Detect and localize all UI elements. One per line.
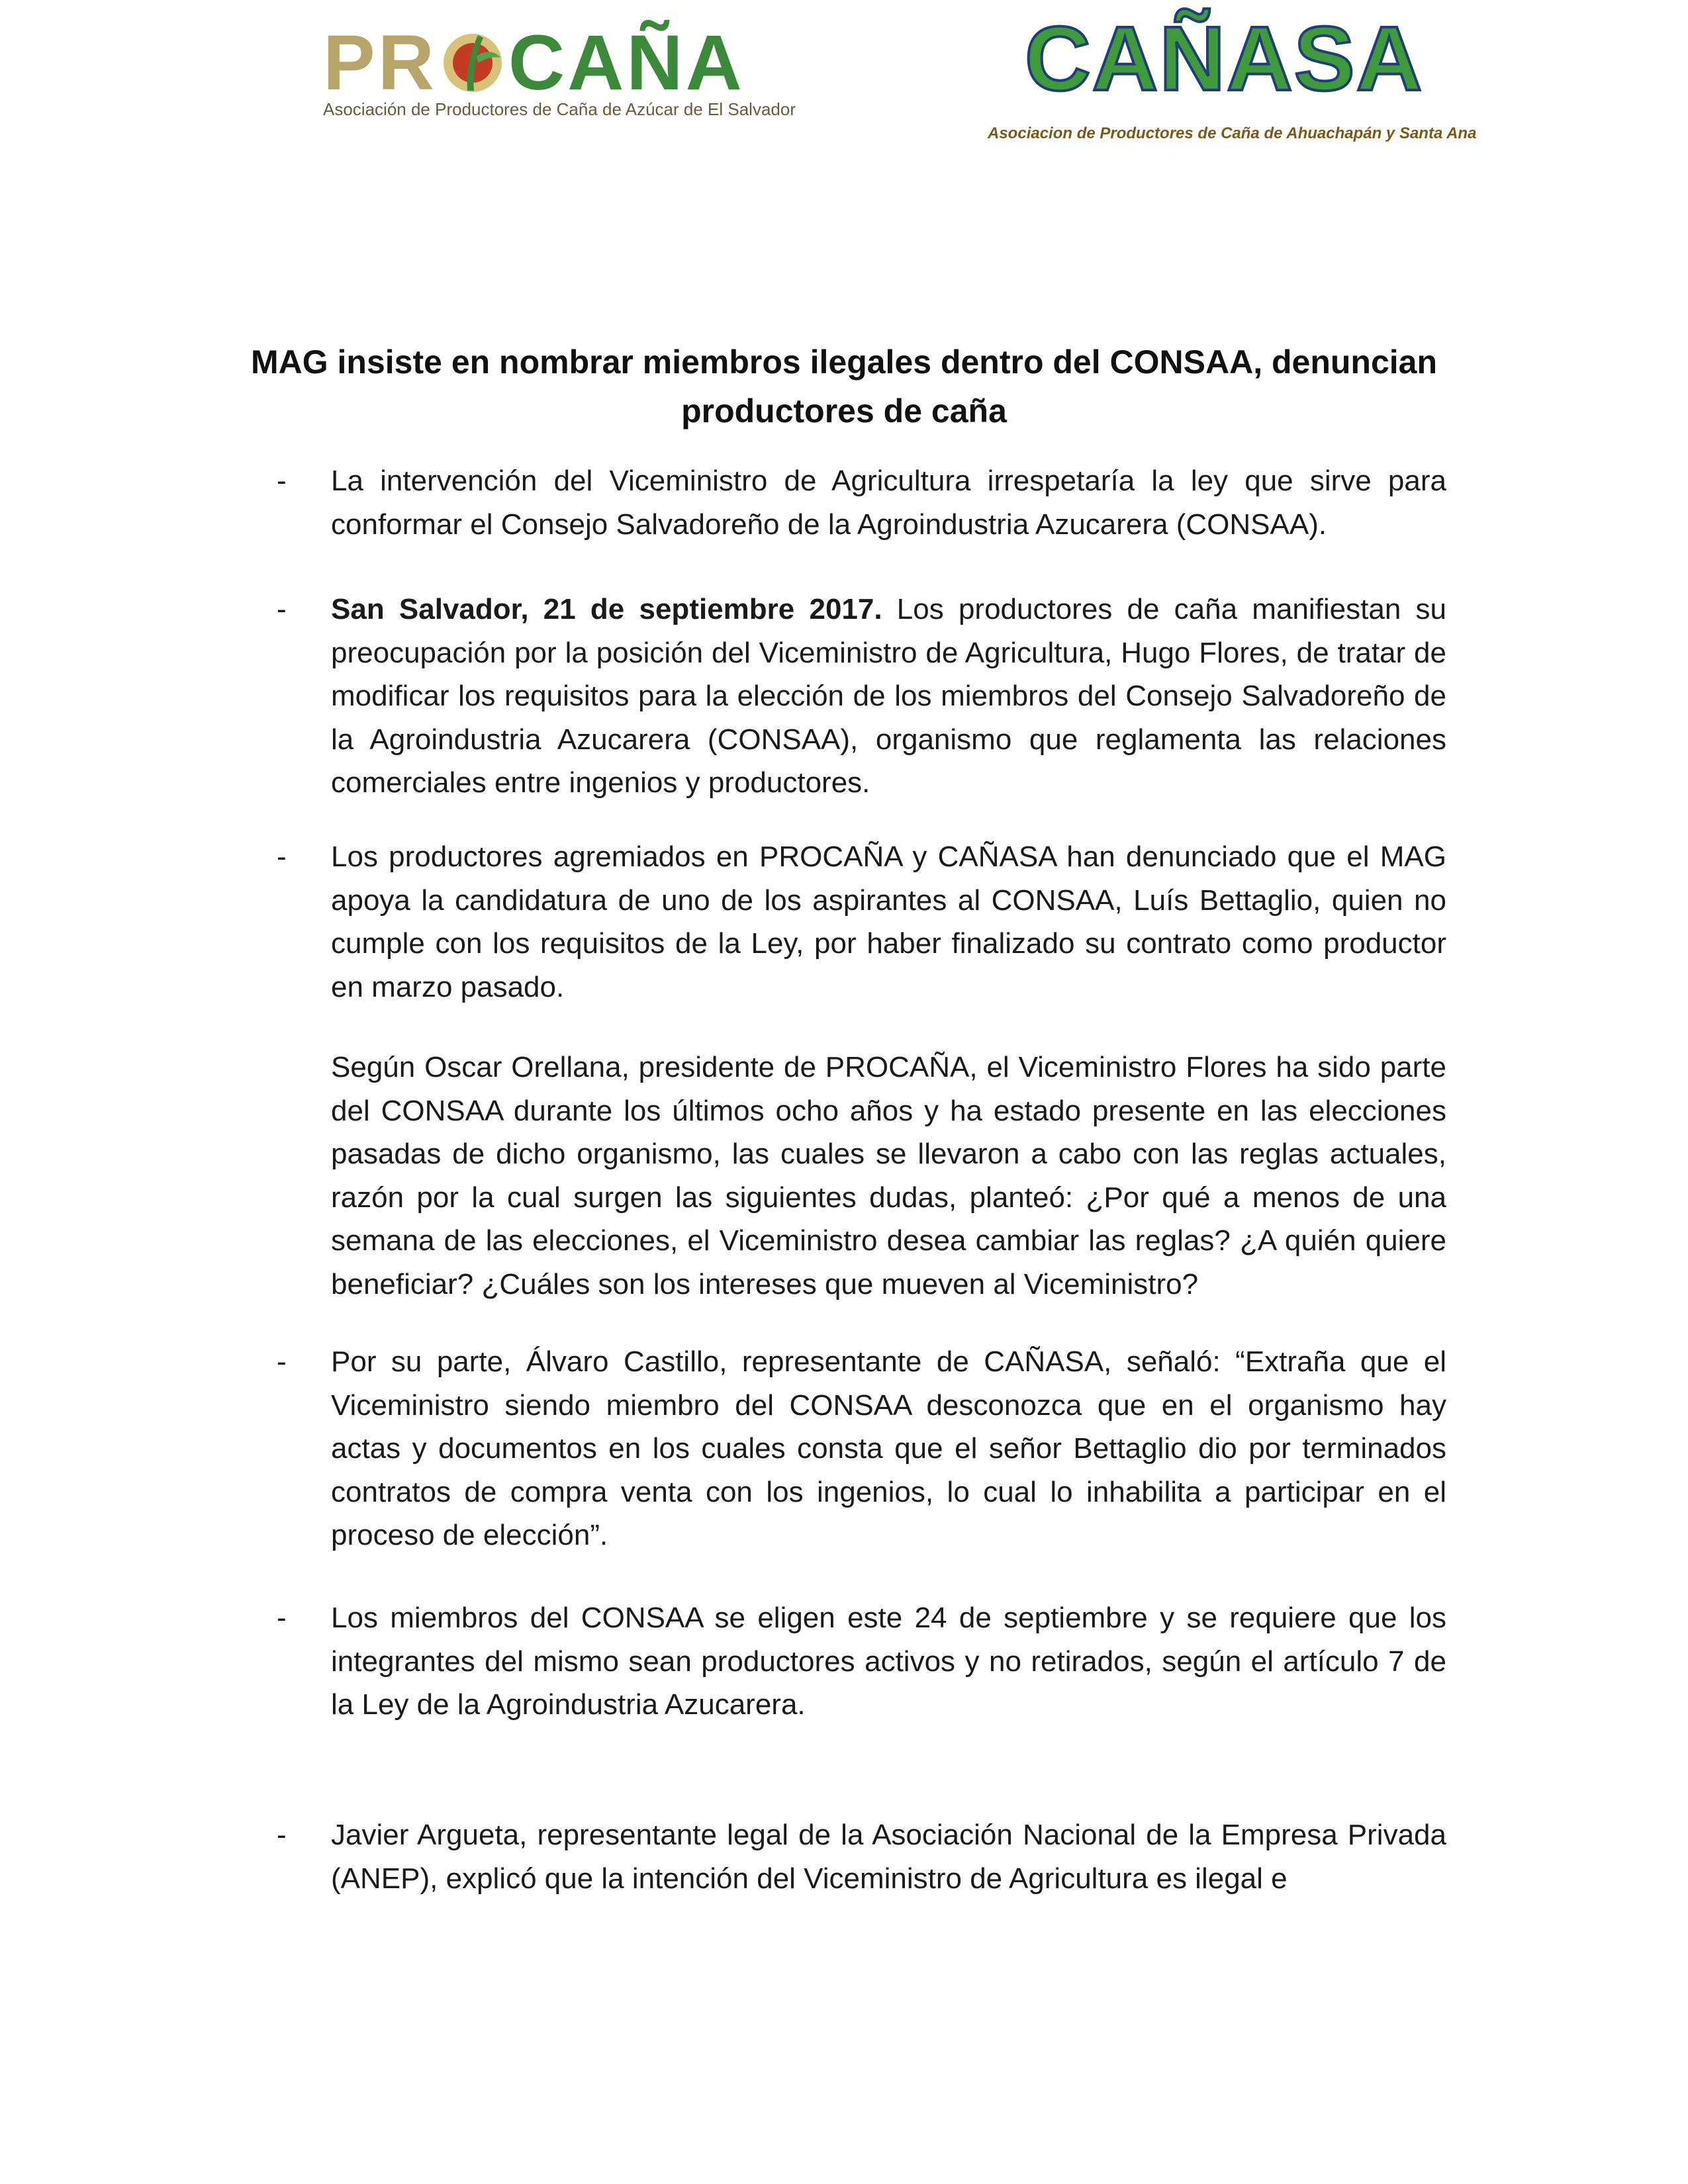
paragraph-anep: Javier Argueta, representante legal de la Asociación Nacional de la Empresa Privada (ANEP), explicó que la intención del Viceministro de Agricultura es ilegal e [331, 1819, 1446, 1895]
paragraph-election: Los miembros del CONSAA se eligen este 24 de septiembre y se requiere que los integrantes del mismo sean productores activos y no retirados, según el artículo 7 de la Ley de la Agroindustria Azucarera. [331, 1602, 1446, 1721]
headline-line-1: MAG insiste en nombrar miembros ilegales dentro del CONSAA, denuncian [250, 343, 1438, 381]
paragraph-castillo: Por su parte, Álvaro Castillo, representante de CAÑASA, señaló: “Extraña que el Viceministro siendo miembro del CONSAA desconozca que en el organismo hay actas y documentos en los cuales consta que el señor Bettaglio dio por terminados contratos de compra venta con los ingenios, lo cual lo inhabilita a participar en el proceso de elección”. [331, 1345, 1446, 1551]
procana-word-pr: PR [323, 19, 437, 107]
bullet-marker: - [277, 593, 287, 625]
bullet-marker: - [277, 1345, 287, 1378]
bullet-marker: - [277, 465, 287, 497]
dateline-body: Los productores de caña manifiestan su preocupación por la posición del Viceministro de Agricultura, Hugo Flores, de tratar de modificar los requisitos para la elección de los miembros del Consejo Salvadoreño de la Agroindustria Azucarera (CONSAA), organismo que reglamenta las relaciones comerciales entre ingenios y productores. [331, 593, 1446, 799]
canasa-subtitle: Asociacion de Productores de Caña de Ahuachapán y Santa Ana [988, 124, 1477, 142]
paragraph-dateline [331, 588, 1446, 805]
bullet-marker: - [277, 1819, 287, 1851]
procana-word-cana: CAÑA [508, 19, 745, 107]
procana-subtitle: Asociación de Productores de Caña de Azúcar de El Salvador [323, 99, 796, 119]
headline-line-2: productores de caña [681, 392, 1007, 430]
paragraph-candidacy: Los productores agremiados en PROCAÑA y CAÑASA han denunciado que el MAG apoya la candidatura de uno de los aspirantes al CONSAA, Luís Bettaglio, quien no cumple con los requisitos de la Ley, por haber finalizado su contrato como productor en marzo pasado. [331, 841, 1446, 1003]
paragraph-intro: La intervención del Viceministro de Agricultura irrespetaría la ley que sirve para conformar el Consejo Salvadoreño de la Agroindustria Azucarera (CONSAA). [331, 465, 1446, 541]
canasa-wordmark: CAÑASA [1025, 8, 1424, 110]
dateline: San Salvador, 21 de septiembre 2017. [331, 593, 882, 625]
bullet-marker: - [277, 841, 287, 873]
bullet-marker: - [277, 1602, 287, 1634]
paragraph-orellana: Según Oscar Orellana, presidente de PROCAÑA, el Viceministro Flores ha sido parte del CONSAA durante los últimos ocho años y ha estado presente en las elecciones pasadas de dicho organismo, las cuales se llevaron a cabo con las reglas actuales, razón por la cual surgen las siguientes dudas, planteó: ¿Por qué a menos de una semana de las elecciones, el Viceministro desea cambiar las reglas? ¿A quién quiere beneficiar? ¿Cuáles son los intereses que mueven al Viceministro? [331, 1051, 1446, 1300]
